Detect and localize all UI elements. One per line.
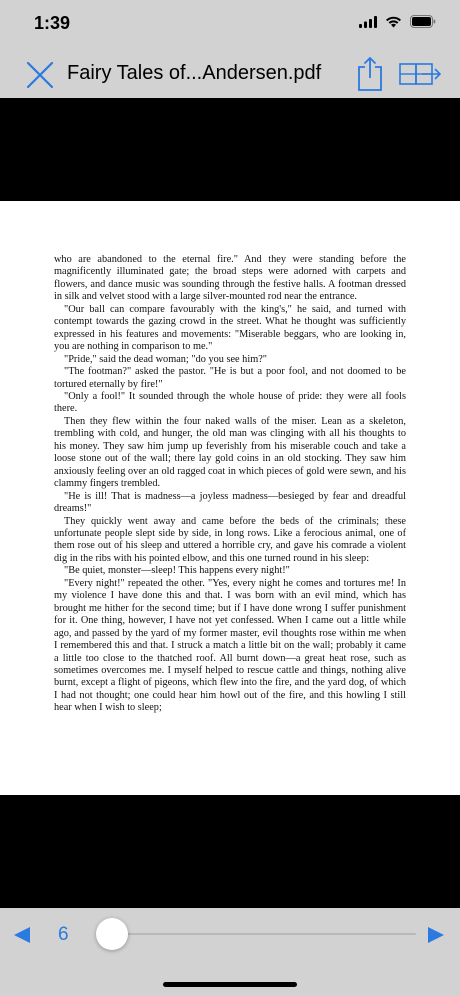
page-paragraph: They quickly went away and came before the beds of the criminals; these unfortunate people slept side by side, in long rows. Like a ferocious animal, one of them rose out of his sleep and uttered a horrible cry, and gave his comrade a violent dig in the ribs with his pointed elbow, and this one turned round in his sleep: bbox=[54, 515, 406, 564]
page-text bbox=[54, 254, 406, 715]
battery-icon bbox=[410, 15, 436, 28]
signal-icon bbox=[359, 16, 377, 28]
document-title: Fairy Tales of...Andersen.pdf bbox=[67, 62, 322, 84]
page-paragraph: who are abandoned to the eternal fire." And they were standing before the magnificently illuminated gate; the broad steps were adorned with carpets and flowers, and dance music was sounding through the festive halls. A footman dressed in silk and velvet stood with a large silver-mounted rod near the entrance. bbox=[54, 254, 406, 303]
share-icon[interactable] bbox=[356, 56, 384, 92]
page-navigation-toolbar bbox=[0, 908, 460, 996]
wifi-icon bbox=[385, 16, 402, 28]
page-paragraph: "He is ill! That is madness—a joyless madness—besieged by fear and dreadful dreams!" bbox=[54, 490, 406, 515]
previous-page-icon[interactable] bbox=[12, 925, 32, 945]
page-paragraph: "Only a fool!" It sounded through the whole house of pride: they were all fools there. bbox=[54, 390, 406, 415]
page-slider-thumb[interactable] bbox=[96, 918, 128, 950]
page-slider-track[interactable] bbox=[112, 933, 416, 935]
page-paragraph: "Our ball can compare favourably with the king's," he said, and turned with contempt towards the gazing crowd in the street. What he thought was sufficiently expressed in his features and movements: "Miserable beggars, who are looking in, you are nothing in comparison to me." bbox=[54, 303, 406, 353]
page-paragraph: "Be quiet, monster—sleep! This happens every night!" bbox=[64, 565, 290, 577]
pdf-page[interactable] bbox=[0, 201, 460, 795]
home-indicator bbox=[163, 982, 297, 987]
page-paragraph: "Pride," said the dead woman; "do you see him?" bbox=[64, 353, 267, 365]
two-page-spread-icon[interactable] bbox=[398, 60, 442, 88]
navigation-bar bbox=[0, 50, 460, 98]
page-number: 6 bbox=[58, 924, 69, 945]
page-paragraph: Then they flew within the four naked walls of the miser. Lean as a skeleton, trembling with cold, and hunger, the old man was clinging with all his thoughts to his money. They saw him jump up feverishly from his miserable couch and take a loose stone out of the wall; there lay gold coins in an old stocking. They saw him anxiously feeling over an old ragged coat in which pieces of gold were sewn, and his clammy fingers trembled. bbox=[54, 415, 406, 490]
page-paragraph: "Every night!" repeated the other. "Yes, every night he comes and tortures me! In my violence I have done this and that. I was born with an evil mind, which has brought me hither for the second time; but if I have done wrong I suffer punishment for it. One thing, however, I have not yet confessed. When I came out a little while ago, and passed by the yard of my former master, evil thoughts rose within me when I remembered this and that. I struck a match a little bit on the wall; probably it came a little too close to the thatched roof. All burnt down—a great heat rose, such as sometimes overcomes me. I myself helped to rescue cattle and things, nothing alive burnt, except a flight of pigeons, which flew into the fire, and the yard dog, of which I had not thought; one could hear him howl out of the fire, and this howling I still hear when I wish to sleep; bbox=[54, 577, 406, 714]
status-bar bbox=[0, 0, 460, 50]
status-time: 1:39 bbox=[34, 13, 71, 33]
close-icon[interactable] bbox=[24, 59, 56, 91]
page-paragraph: "The footman?" asked the pastor. "He is but a poor fool, and not doomed to be tortured eternally by fire!" bbox=[54, 366, 406, 390]
next-page-icon[interactable] bbox=[426, 925, 446, 945]
status-icons bbox=[359, 15, 436, 28]
